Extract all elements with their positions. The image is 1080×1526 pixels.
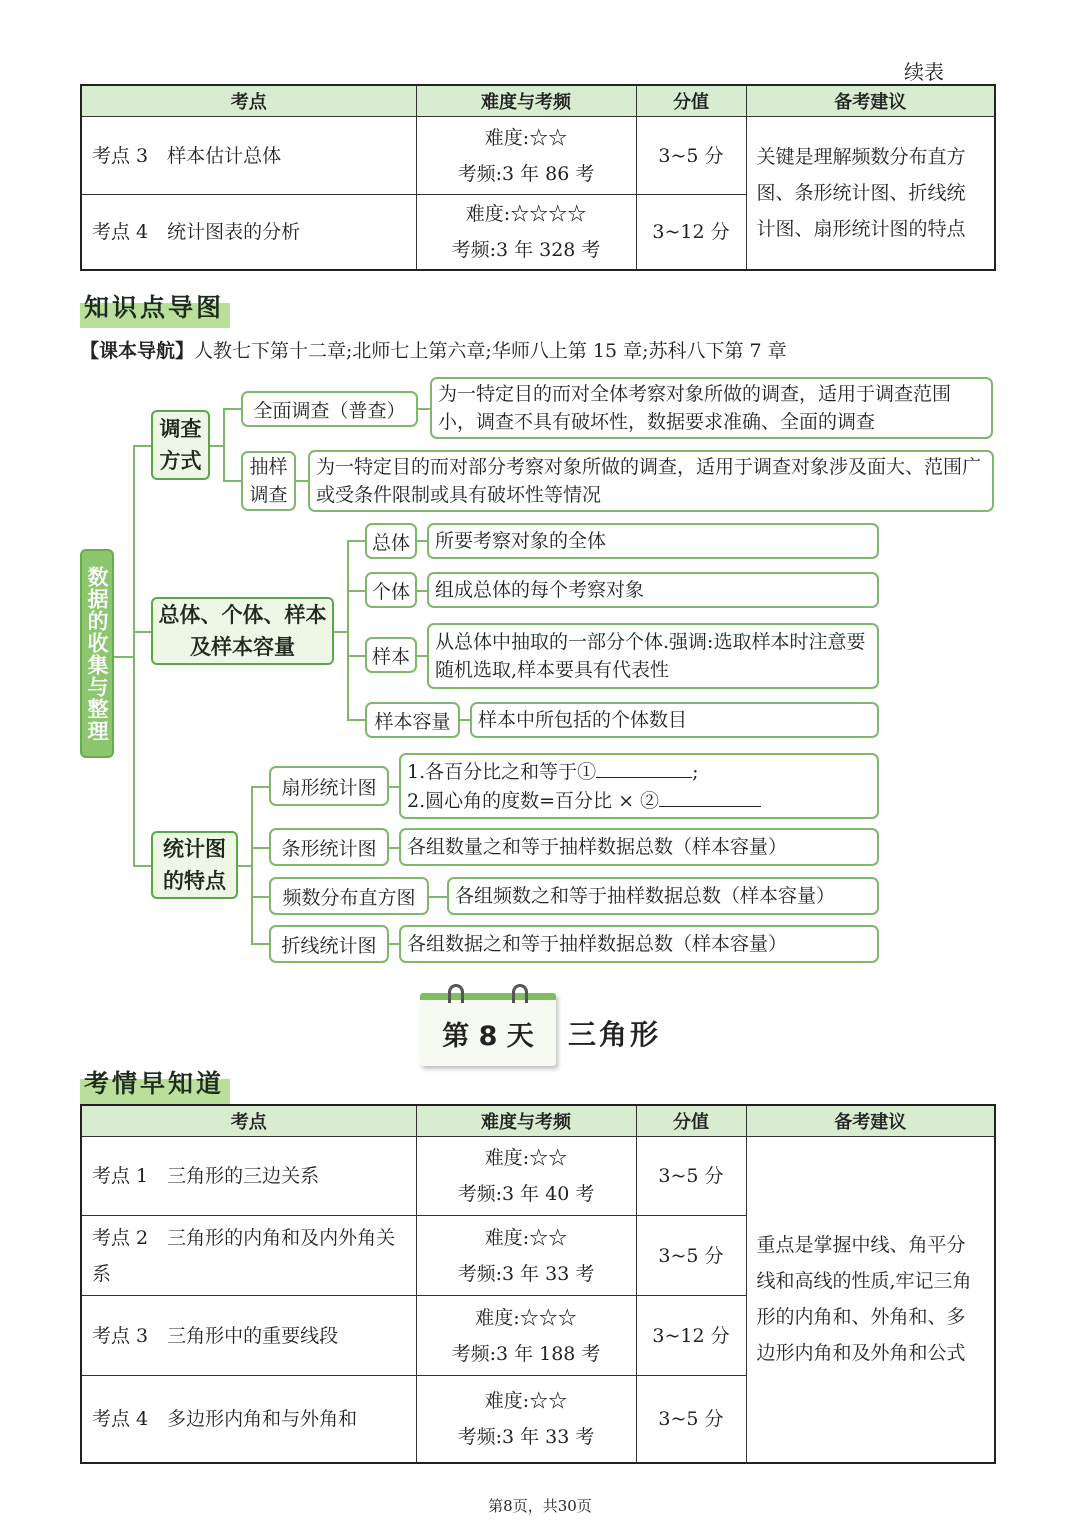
exam-table-2 xyxy=(80,1104,996,1464)
difficulty-text: 难度:☆☆ xyxy=(484,1147,568,1169)
desc-bar-chart: 各组数量之和等于抽样数据总数（样本容量） xyxy=(399,828,879,866)
pie-rule-2 xyxy=(407,786,761,815)
desc-census: 为一特定目的而对全体考察对象所做的调查，适用于调查范围小，调查不具有破坏性，数据要求准确、全面的调查 xyxy=(430,377,993,439)
table-header-row xyxy=(81,1105,995,1137)
connector-line xyxy=(210,445,224,447)
connector-line xyxy=(133,445,135,867)
header-difficulty: 难度与考频 xyxy=(416,1105,636,1137)
difficulty-cell xyxy=(416,1296,636,1376)
connector-line xyxy=(251,943,269,945)
answer-blank-1[interactable] xyxy=(596,757,692,778)
connector-line xyxy=(347,540,365,542)
hub-survey: 调查方式 xyxy=(151,410,210,480)
header-topic: 考点 xyxy=(81,85,416,117)
connector-line xyxy=(347,590,365,592)
mindmap-root xyxy=(80,549,114,758)
calendar-ring-icon xyxy=(512,984,528,1003)
label-sample-size: 样本容量 xyxy=(365,702,460,738)
chapter-title: 三角形 xyxy=(568,1018,662,1051)
connector-line xyxy=(417,655,427,657)
header-topic: 考点 xyxy=(81,1105,416,1137)
pie-rule-2-text: 2.圆心角的度数=百分比 × ② xyxy=(407,790,660,812)
textbook-nav-label: 【课本导航】 xyxy=(80,340,195,362)
difficulty-cell xyxy=(416,117,636,195)
connector-line xyxy=(389,943,399,945)
day-number: 第 8 天 xyxy=(442,1021,534,1052)
difficulty-cell xyxy=(416,1376,636,1463)
frequency-text: 考频:3 年 33 考 xyxy=(457,1425,595,1448)
topic-cell: 考点 3 三角形中的重要线段 xyxy=(81,1296,416,1376)
connector-line xyxy=(223,408,225,482)
desc-sample-survey: 为一特定目的而对部分考察对象所做的调查，适用于调查对象涉及面大、范围广或受条件限制或具有破坏性等情况 xyxy=(308,450,994,512)
frequency-text: 考频:3 年 33 考 xyxy=(457,1262,595,1285)
frequency-text: 考频:3 年 40 考 xyxy=(457,1183,595,1205)
header-score: 分值 xyxy=(636,1105,746,1137)
hub-population: 总体、个体、样本及样本容量 xyxy=(151,597,334,665)
table-row xyxy=(81,1137,995,1216)
textbook-nav-text: 人教七下第十二章;北师七上第六章;华师八上第 15 章;苏科八下第 7 章 xyxy=(194,340,787,362)
table-row xyxy=(81,117,995,195)
header-advice: 备考建议 xyxy=(746,85,995,117)
score-cell: 3~12 分 xyxy=(636,195,746,270)
difficulty-cell xyxy=(416,1137,636,1216)
day-calendar-badge xyxy=(420,993,556,1066)
connector-line xyxy=(389,786,399,788)
score-cell: 3~5 分 xyxy=(636,117,746,195)
desc-histogram: 各组频数之和等于抽样数据总数（样本容量） xyxy=(447,877,879,915)
difficulty-text: 难度:☆☆☆☆ xyxy=(465,202,587,225)
pie-rule-1-text: 1.各百分比之和等于① xyxy=(407,761,597,783)
label-bar-chart: 条形统计图 xyxy=(269,828,389,866)
connector-line xyxy=(429,896,447,898)
difficulty-text: 难度:☆☆ xyxy=(484,1389,568,1412)
difficulty-cell xyxy=(416,195,636,270)
label-line-chart: 折线统计图 xyxy=(269,925,389,963)
header-difficulty: 难度与考频 xyxy=(416,85,636,117)
connector-line xyxy=(296,480,308,482)
score-cell: 3~5 分 xyxy=(636,1216,746,1296)
advice-cell: 关键是理解频数分布直方图、条形统计图、折线统计图、扇形统计图的特点 xyxy=(746,117,995,270)
topic-cell: 考点 4 统计图表的分析 xyxy=(81,195,416,270)
desc-sample-size: 样本中所包括的个体数目 xyxy=(470,702,879,738)
section-title-mindmap: 知识点导图 xyxy=(80,286,230,328)
pie-rule-1-end: ; xyxy=(692,761,699,783)
header-score: 分值 xyxy=(636,85,746,117)
label-pie-chart: 扇形统计图 xyxy=(269,766,389,806)
score-cell: 3~5 分 xyxy=(636,1137,746,1216)
header-advice: 备考建议 xyxy=(746,1105,995,1137)
connector-line xyxy=(460,719,470,721)
connector-line xyxy=(223,480,241,482)
topic-cell: 考点 2 三角形的内角和及内外角关系 xyxy=(81,1216,416,1296)
connector-line xyxy=(347,540,349,721)
connector-line xyxy=(417,540,427,542)
desc-line-chart: 各组数据之和等于抽样数据总数（样本容量） xyxy=(399,925,879,963)
connector-line xyxy=(334,631,348,633)
desc-individual: 组成总体的每个考察对象 xyxy=(427,572,879,608)
topic-cell: 考点 3 样本估计总体 xyxy=(81,117,416,195)
connector-line xyxy=(133,631,151,633)
continued-label: 续表 xyxy=(904,60,944,84)
frequency-text: 考频:3 年 86 考 xyxy=(457,162,595,185)
label-histogram: 频数分布直方图 xyxy=(269,877,429,915)
exam-table-1 xyxy=(80,84,996,271)
connector-line xyxy=(251,847,269,849)
desc-pie-chart xyxy=(399,753,879,819)
topic-cell: 考点 4 多边形内角和与外角和 xyxy=(81,1376,416,1463)
textbook-nav xyxy=(80,336,787,363)
connector-line xyxy=(418,408,430,410)
advice-cell: 重点是掌握中线、角平分线和高线的性质,牢记三角形的内角和、外角和、多边形内角和及外角和公式 xyxy=(746,1137,995,1463)
connector-line xyxy=(133,865,151,867)
label-population: 总体 xyxy=(365,523,417,559)
difficulty-text: 难度:☆☆☆ xyxy=(475,1306,577,1329)
label-sample: 样本 xyxy=(365,637,417,673)
connector-line xyxy=(238,865,252,867)
label-census: 全面调查（普查） xyxy=(241,391,418,427)
connector-line xyxy=(223,408,241,410)
connector-line xyxy=(133,445,151,447)
score-cell: 3~5 分 xyxy=(636,1376,746,1463)
page-number: 第8页，共30页 xyxy=(488,1497,592,1515)
answer-blank-2[interactable] xyxy=(659,786,761,807)
connector-line xyxy=(417,590,427,592)
difficulty-cell xyxy=(416,1216,636,1296)
hub-charts: 统计图的特点 xyxy=(151,831,238,899)
frequency-text: 考频:3 年 188 考 xyxy=(451,1342,601,1365)
connector-line xyxy=(347,719,365,721)
score-cell: 3~12 分 xyxy=(636,1296,746,1376)
difficulty-text: 难度:☆☆ xyxy=(484,126,568,149)
label-sample-survey: 抽样调查 xyxy=(241,451,296,511)
calendar-ring-icon xyxy=(448,984,464,1003)
pie-rule-1 xyxy=(407,757,699,786)
connector-line xyxy=(251,786,253,945)
connector-line xyxy=(251,896,269,898)
desc-sample: 从总体中抽取的一部分个体.强调:选取样本时注意要随机选取,样本要具有代表性 xyxy=(427,623,879,689)
difficulty-text: 难度:☆☆ xyxy=(484,1226,568,1249)
label-individual: 个体 xyxy=(365,572,417,608)
frequency-text: 考频:3 年 328 考 xyxy=(451,238,601,261)
connector-line xyxy=(389,847,399,849)
desc-population: 所要考察对象的全体 xyxy=(427,523,879,559)
section-title-exam: 考情早知道 xyxy=(80,1062,230,1104)
connector-line xyxy=(347,655,365,657)
table-header-row xyxy=(81,85,995,117)
mindmap-root-text: 数据的收集与整理 xyxy=(85,565,109,742)
topic-cell: 考点 1 三角形的三边关系 xyxy=(81,1137,416,1216)
connector-line xyxy=(251,786,269,788)
connector-line xyxy=(114,656,134,658)
